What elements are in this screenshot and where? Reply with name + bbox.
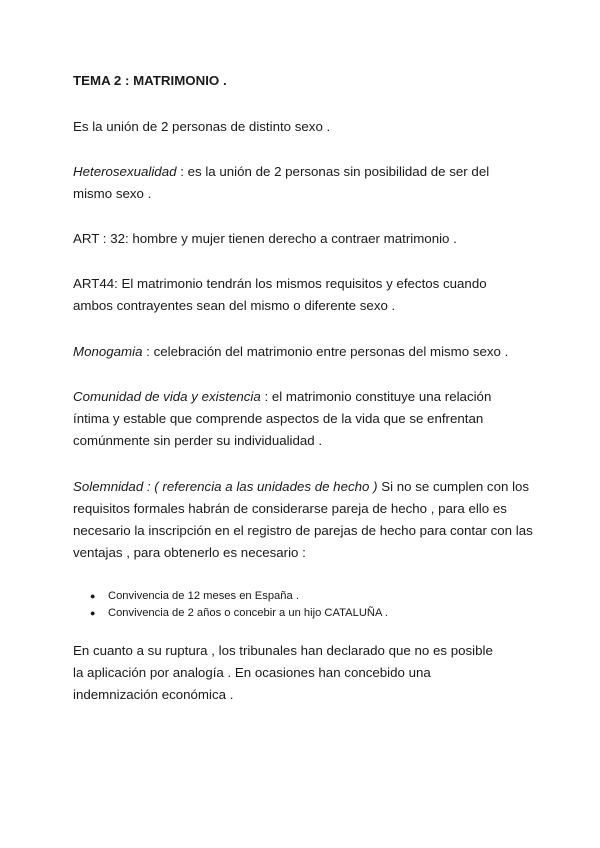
- list-item: [90, 588, 388, 605]
- bullet-icon: ●: [90, 591, 96, 601]
- term-comunidad: Comunidad de vida y existencia: [73, 389, 261, 404]
- list-item-text: Convivencia de 12 meses en España .: [108, 590, 299, 602]
- bullet-icon: ●: [90, 608, 96, 618]
- requirements-list: [90, 588, 388, 622]
- list-item: [90, 605, 388, 622]
- text-solemnidad: Si no se cumplen con los requisitos formales habrán de considerarse pareja de hecho , para ello es necesario la inscripción en el registro de parejas de hecho para contar con las ventajas , para obtenerlo es necesario :: [73, 479, 533, 560]
- term-monogamia: Monogamia: [73, 344, 143, 359]
- paragraph-solemnidad: [73, 476, 535, 564]
- text-comunidad: : el matrimonio constituye una relación íntima y estable que comprende aspectos de la vida que se enfrentan comúnmente sin perder su individualidad .: [73, 389, 492, 448]
- paragraph-definition: Es la unión de 2 personas de distinto sexo .: [73, 119, 331, 134]
- paragraph-art32: ART : 32: hombre y mujer tienen derecho a contraer matrimonio .: [73, 231, 457, 246]
- text-heterosexualidad: : es la unión de 2 personas sin posibilidad de ser del mismo sexo .: [73, 164, 490, 201]
- text-monogamia: : celebración del matrimonio entre personas del mismo sexo .: [142, 344, 509, 359]
- paragraph-monogamia: [73, 341, 533, 363]
- term-heterosexualidad: Heterosexualidad: [73, 164, 177, 179]
- list-item-text: Convivencia de 2 años o concebir a un hijo CATALUÑA .: [108, 607, 389, 619]
- page-title: TEMA 2 : MATRIMONIO .: [73, 73, 227, 88]
- paragraph-art44: ART44: El matrimonio tendrán los mismos requisitos y efectos cuando ambos contrayentes sean del mismo o diferente sexo .: [73, 276, 487, 313]
- paragraph-ruptura: En cuanto a su ruptura , los tribunales han declarado que no es posible la aplicación por analogía . En ocasiones han concebido una indemnización económica .: [73, 643, 493, 702]
- term-solemnidad: Solemnidad : ( referencia a las unidades de hecho ): [73, 479, 378, 494]
- paragraph-heterosexualidad: [73, 161, 503, 205]
- paragraph-comunidad: [73, 386, 531, 452]
